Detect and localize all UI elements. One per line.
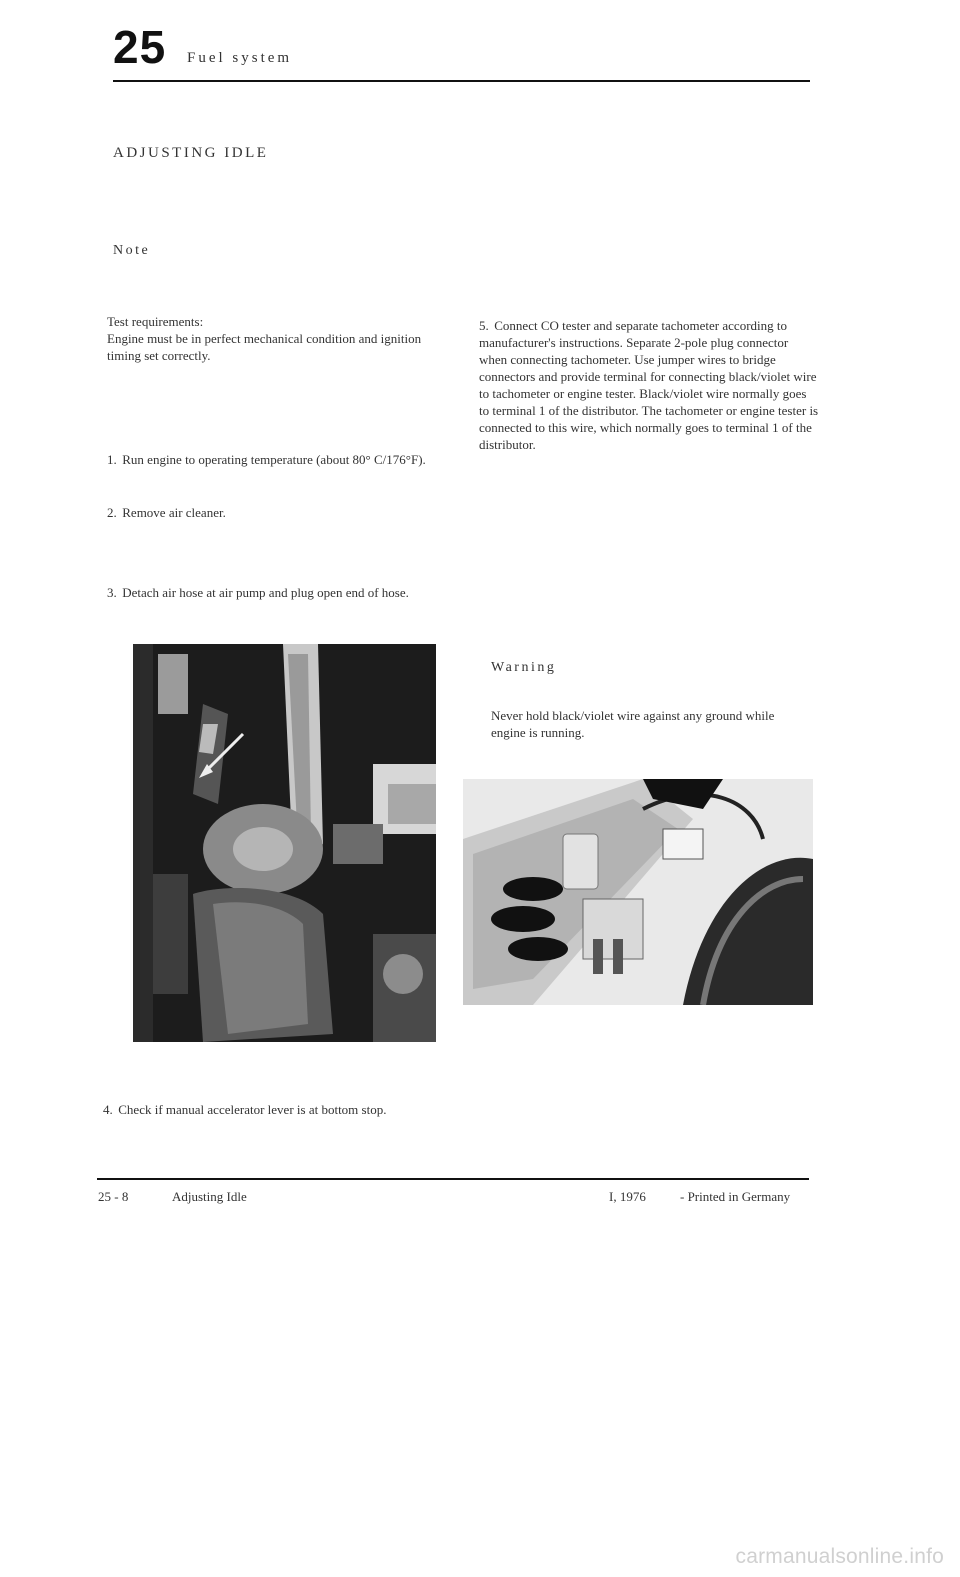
- step-text: Detach air hose at air pump and plug open end of hose.: [122, 585, 409, 600]
- step-number: 4.: [103, 1102, 113, 1117]
- step-text: Run engine to operating temperature (about 80° C/176°F).: [122, 452, 426, 467]
- chapter-title: Fuel system: [187, 50, 293, 66]
- requirements-label: Test requirements:: [107, 314, 204, 329]
- header-rule: [113, 80, 810, 82]
- footer-printed: - Printed in Germany: [680, 1189, 791, 1204]
- step-3: [107, 584, 437, 601]
- tachometer-connector-photo: [463, 779, 813, 1005]
- requirements-text: Engine must be in perfect mechanical condition and ignition timing set correctly.: [107, 331, 422, 363]
- site-watermark: carmanualsonline.info: [735, 1545, 944, 1568]
- step-4: [103, 1101, 433, 1118]
- step-2: [107, 504, 437, 521]
- step-1: [107, 451, 437, 468]
- footer-section: Adjusting Idle: [172, 1189, 247, 1204]
- warning-heading: Warning: [491, 660, 557, 675]
- step-number: 3.: [107, 585, 117, 600]
- footer-rule: [97, 1178, 809, 1180]
- chapter-number: 25: [113, 21, 167, 73]
- footer-date: I, 1976: [609, 1189, 646, 1204]
- step-5: [479, 317, 819, 453]
- step-text: Connect CO tester and separate tachometer according to manufacturer's instructions. Separate 2-pole plug connector when connecting tachometer. Use jumper wires to bridge connectors and provide terminal for connecting black/violet wire to tachometer or engine tester. Black/violet wire normally goes to terminal 1 of the distributor. The tachometer or engine tester is connected to this wire, which normally goes to terminal 1 of the distributor.: [479, 318, 819, 452]
- note-heading: Note: [113, 243, 151, 258]
- step-number: 5.: [479, 318, 489, 333]
- section-title: ADJUSTING IDLE: [113, 145, 269, 161]
- step-number: 2.: [107, 505, 117, 520]
- step-text: Remove air cleaner.: [122, 505, 226, 520]
- step-text: Check if manual accelerator lever is at bottom stop.: [118, 1102, 387, 1117]
- test-requirements: [107, 313, 437, 364]
- step-number: 1.: [107, 452, 117, 467]
- engine-air-pump-photo: [133, 644, 436, 1042]
- warning-text: Never hold black/violet wire against any ground while engine is running.: [491, 708, 775, 740]
- page-number: 25 - 8: [98, 1189, 129, 1204]
